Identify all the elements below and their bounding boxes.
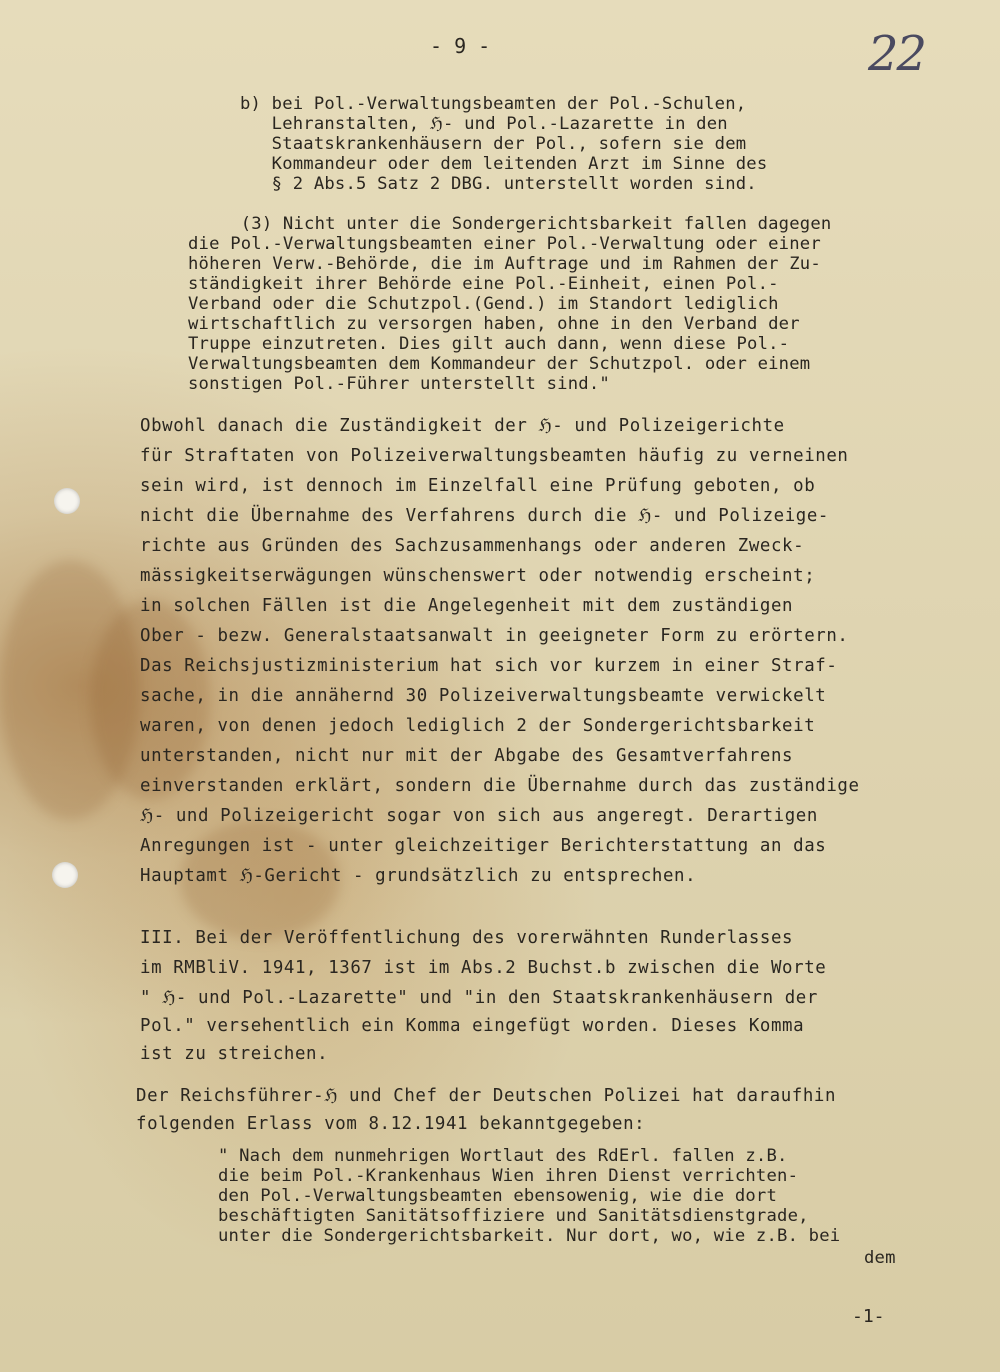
- text-line: Ober - bezw. Generalstaatsanwalt in geeigneter Form zu erörtern.: [140, 626, 849, 646]
- text-line: Pol." versehentlich ein Komma eingefügt worden. Dieses Komma: [140, 1016, 805, 1036]
- text-line: folgenden Erlass vom 8.12.1941 bekanntgegeben:: [136, 1114, 646, 1134]
- text-line: wirtschaftlich zu versorgen haben, ohne in den Verband der: [188, 314, 800, 334]
- text-line: " ℌ- und Pol.-Lazarette" und "in den Staatskrankenhäusern der: [140, 988, 818, 1008]
- text-line: Kommandeur oder dem leitenden Arzt im Sinne des: [240, 154, 768, 174]
- text-line: die beim Pol.-Krankenhaus Wien ihren Dienst verrichten-: [218, 1166, 799, 1186]
- text-line: III. Bei der Veröffentlichung des vorerwähnten Runderlasses: [140, 928, 794, 948]
- rust-stain: [0, 560, 140, 820]
- text-line: für Straftaten von Polizeiverwaltungsbeamten häufig zu verneinen: [140, 446, 849, 466]
- text-line: (3) Nicht unter die Sondergerichtsbarkeit fallen dagegen: [188, 214, 832, 234]
- text-line: Hauptamt ℌ-Gericht - grundsätzlich zu entsprechen.: [140, 866, 697, 886]
- handwritten-folio-number: 22: [868, 26, 926, 82]
- text-line: § 2 Abs.5 Satz 2 DBG. unterstellt worden sind.: [240, 174, 757, 194]
- text-line: nicht die Übernahme des Verfahrens durch die ℌ- und Polizeige-: [140, 506, 829, 526]
- text-line: Staatskrankenhäusern der Pol., sofern sie dem: [240, 134, 747, 154]
- text-line: Der Reichsführer-ℌ und Chef der Deutschen Polizei hat daraufhin: [136, 1086, 837, 1106]
- catchword: dem: [864, 1248, 896, 1268]
- text-line: Truppe einzutreten. Dies gilt auch dann, wenn diese Pol.-: [188, 334, 790, 354]
- text-line: Verband oder die Schutzpol.(Gend.) im Standort lediglich: [188, 294, 779, 314]
- text-line: den Pol.-Verwaltungsbeamten ebensowenig, wie die dort: [218, 1186, 778, 1206]
- text-line: sonstigen Pol.-Führer unterstellt sind.": [188, 374, 610, 394]
- text-line: Anregungen ist - unter gleichzeitiger Berichterstattung an das: [140, 836, 827, 856]
- punch-hole: [52, 862, 78, 888]
- text-line: die Pol.-Verwaltungsbeamten einer Pol.-Verwaltung oder einer: [188, 234, 821, 254]
- text-line: Lehranstalten, ℌ- und Pol.-Lazarette in den: [240, 114, 728, 134]
- footer-mark: -1-: [852, 1306, 885, 1327]
- text-line: unterstanden, nicht nur mit der Abgabe des Gesamtverfahrens: [140, 746, 794, 766]
- text-line: waren, von denen jedoch lediglich 2 der Sondergerichtsbarkeit: [140, 716, 816, 736]
- text-line: unter die Sondergerichtsbarkeit. Nur dort, wo, wie z.B. bei: [218, 1226, 841, 1246]
- text-line: ist zu streichen.: [140, 1044, 329, 1064]
- text-line: richte aus Gründen des Sachzusammenhangs oder anderen Zweck-: [140, 536, 805, 556]
- punch-hole: [54, 488, 80, 514]
- text-line: sache, in die annähernd 30 Polizeiverwaltungsbeamte verwickelt: [140, 686, 827, 706]
- text-line: " Nach dem nunmehrigen Wortlaut des RdErl. fallen z.B.: [218, 1146, 788, 1166]
- text-line: ständigkeit ihrer Behörde eine Pol.-Einheit, einen Pol.-: [188, 274, 779, 294]
- text-line: in solchen Fällen ist die Angelegenheit mit dem zuständigen: [140, 596, 794, 616]
- page-number: - 9 -: [430, 34, 491, 58]
- text-line: Das Reichsjustizministerium hat sich vor kurzem in einer Straf-: [140, 656, 838, 676]
- text-line: b) bei Pol.-Verwaltungsbeamten der Pol.-Schulen,: [240, 94, 747, 114]
- text-line: im RMBliV. 1941, 1367 ist im Abs.2 Buchst.b zwischen die Worte: [140, 958, 827, 978]
- text-line: einverstanden erklärt, sondern die Übernahme durch das zuständige: [140, 776, 860, 796]
- text-line: Verwaltungsbeamten dem Kommandeur der Schutzpol. oder einem: [188, 354, 811, 374]
- text-line: höheren Verw.-Behörde, die im Auftrage und im Rahmen der Zu-: [188, 254, 821, 274]
- text-line: Obwohl danach die Zuständigkeit der ℌ- und Polizeigerichte: [140, 416, 785, 436]
- text-line: ℌ- und Polizeigericht sogar von sich aus angeregt. Derartigen: [140, 806, 818, 826]
- text-line: beschäftigten Sanitätsoffiziere und Sanitätsdienstgrade,: [218, 1206, 809, 1226]
- text-line: mässigkeitserwägungen wünschenswert oder notwendig erscheint;: [140, 566, 816, 586]
- text-line: sein wird, ist dennoch im Einzelfall eine Prüfung geboten, ob: [140, 476, 816, 496]
